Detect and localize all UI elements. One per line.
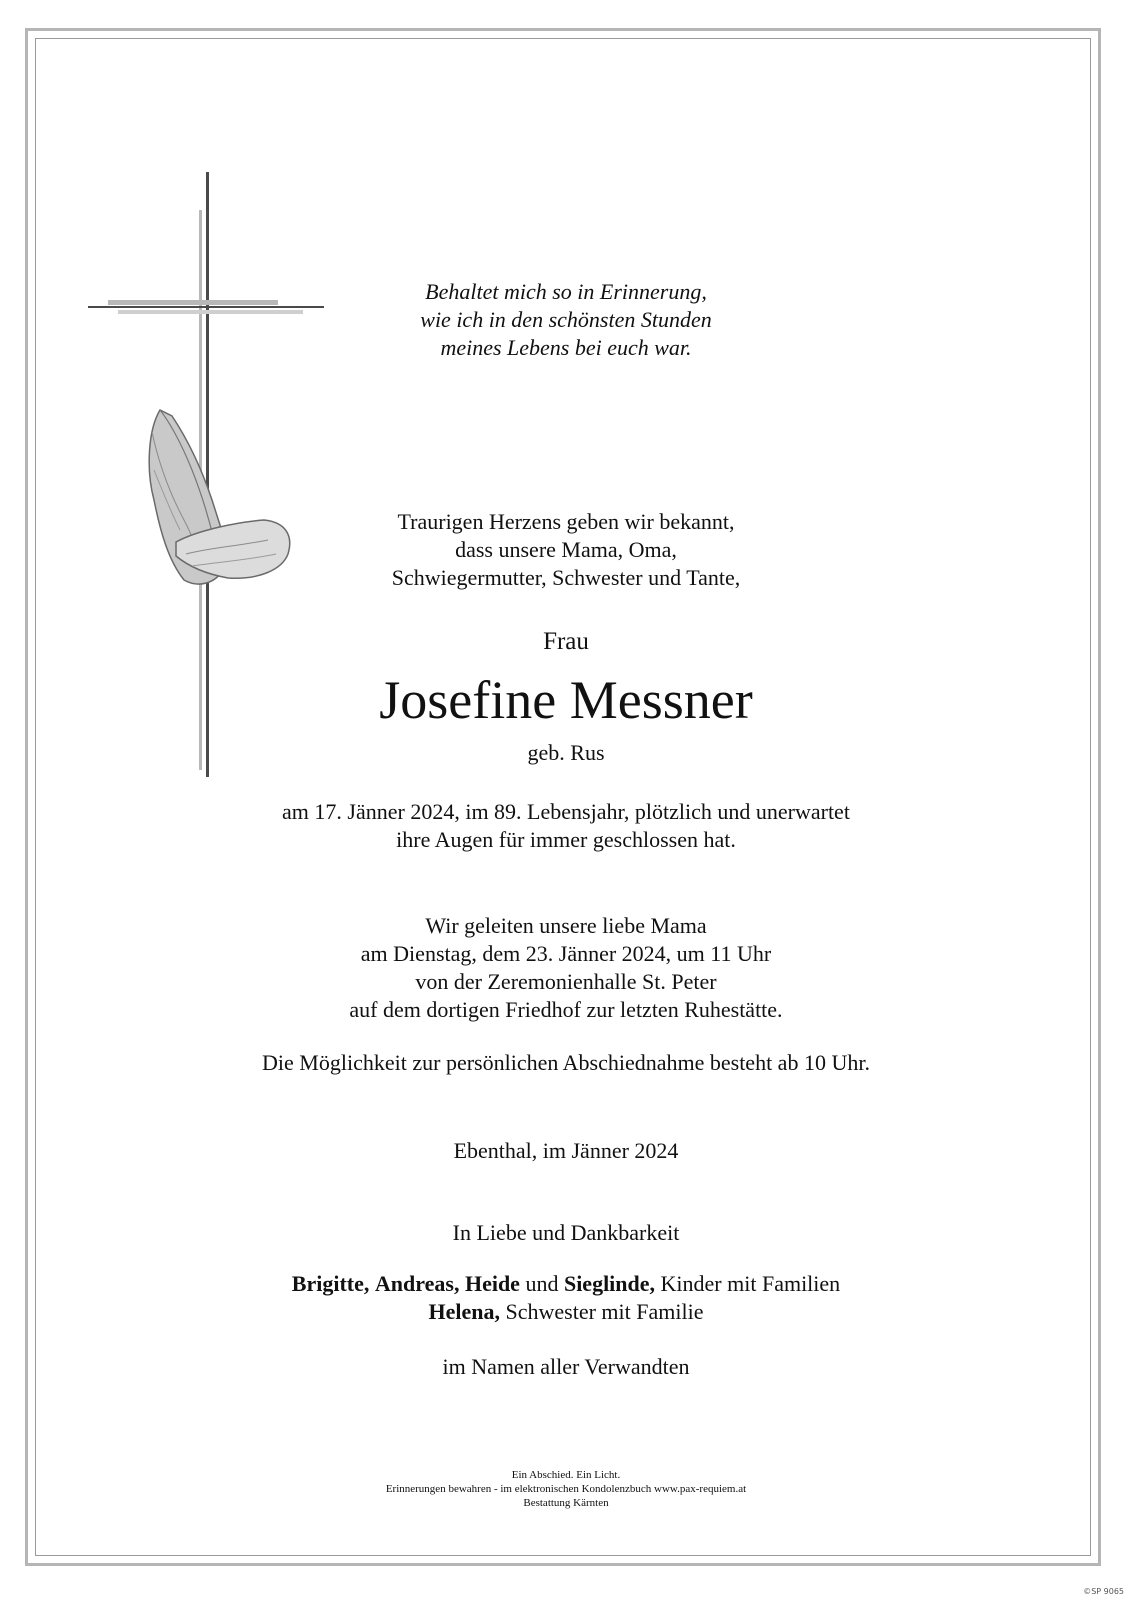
footer-line: Erinnerungen bewahren - im elektronischen Kondolenzbuch www.pax-requiem.at: [385, 1483, 747, 1495]
funeral-line: auf dem dortigen Friedhof zur letzten Ruhestätte.: [349, 997, 783, 1022]
signer-name: Andreas,: [374, 1271, 460, 1296]
signers: [0, 1270, 1132, 1326]
death-notice: [0, 798, 1132, 854]
signer-conjunction: und: [525, 1271, 559, 1296]
signer-name: Heide: [464, 1271, 520, 1296]
deceased-name: Josefine Messner: [379, 670, 753, 730]
funeral-details: [0, 912, 1132, 1024]
announcement-intro: [0, 508, 1132, 592]
deceased-title: Frau: [543, 628, 589, 655]
death-line: ihre Augen für immer geschlossen hat.: [396, 827, 736, 852]
signer-name: Sieglinde,: [563, 1271, 656, 1296]
on-behalf: im Namen aller Verwandten: [442, 1354, 690, 1379]
footer-line: Bestattung Kärnten: [523, 1497, 609, 1509]
funeral-line: am Dienstag, dem 23. Jänner 2024, um 11 Uhr: [360, 941, 772, 966]
signers-line: [0, 1270, 1132, 1298]
farewell-note: Die Möglichkeit zur persönlichen Abschiednahme besteht ab 10 Uhr.: [262, 1050, 870, 1075]
intro-line: Traurigen Herzens geben wir bekannt,: [397, 509, 735, 534]
birth-name: geb. Rus: [527, 740, 605, 765]
signer-relation: Kinder mit Familien: [660, 1271, 841, 1296]
footer-line: Ein Abschied. Ein Licht.: [511, 1469, 621, 1481]
signer-relation: Schwester mit Familie: [505, 1299, 704, 1324]
funeral-line: von der Zeremonienhalle St. Peter: [415, 969, 717, 994]
quote-line: meines Lebens bei euch war.: [440, 335, 692, 360]
quote: [0, 278, 1132, 362]
corner-mark: ©SP 9065: [1083, 1587, 1124, 1596]
funeral-line: Wir geleiten unsere liebe Mama: [425, 913, 707, 938]
quote-line: Behaltet mich so in Erinnerung,: [425, 279, 707, 304]
quote-line: wie ich in den schönsten Stunden: [420, 307, 712, 332]
death-line: am 17. Jänner 2024, im 89. Lebensjahr, plötzlich und unerwartet: [282, 799, 850, 824]
signer-name: Helena,: [428, 1299, 501, 1324]
footer: [0, 1468, 1132, 1510]
place-date: Ebenthal, im Jänner 2024: [453, 1138, 679, 1163]
closing-phrase: In Liebe und Dankbarkeit: [452, 1220, 680, 1245]
intro-line: dass unsere Mama, Oma,: [455, 537, 677, 562]
signer-name: Brigitte,: [291, 1271, 370, 1296]
signers-line: [0, 1298, 1132, 1326]
intro-line: Schwiegermutter, Schwester und Tante,: [391, 565, 741, 590]
